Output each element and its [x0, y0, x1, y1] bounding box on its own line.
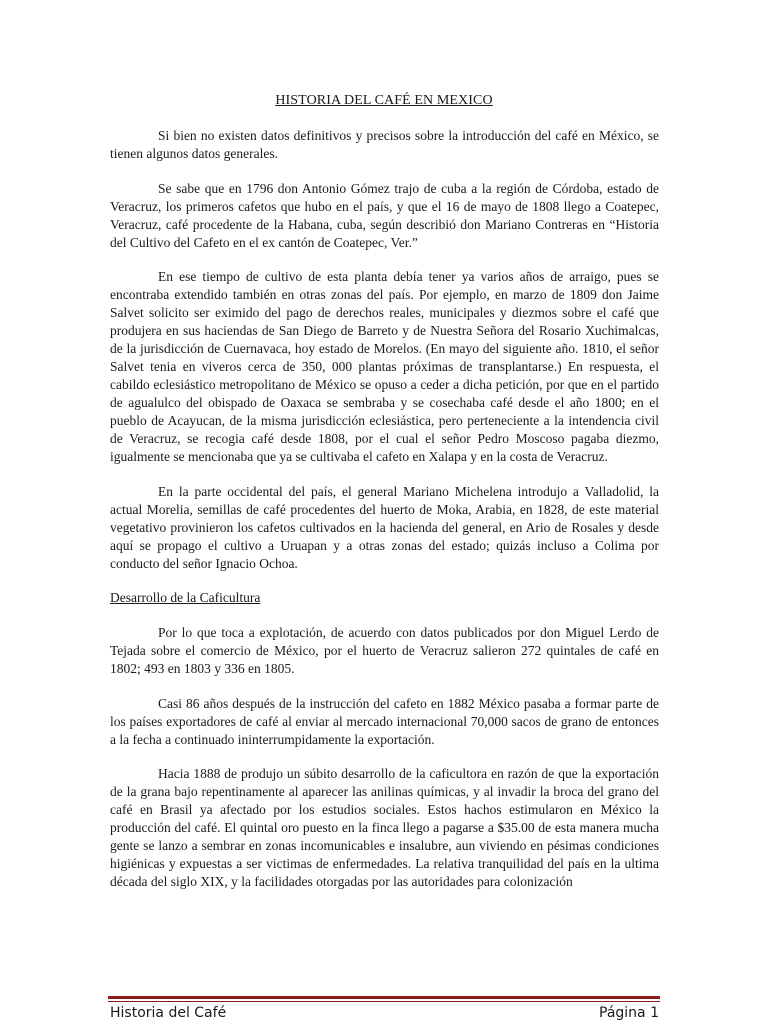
- section-heading: Desarrollo de la Caficultura: [110, 590, 261, 605]
- footer-title: Historia del Café: [110, 1005, 227, 1021]
- document-title: HISTORIA DEL CAFÉ EN MEXICO: [275, 93, 493, 108]
- paragraph: Hacia 1888 de produjo un súbito desarrollo de la caficultora en razón de que la exportación de la grana bajo repentinamente al aparecer las anilinas químicas, y al invadir la broca del grano del café en Brasil ya afectado por los estudios sociales. Estos hachos estimularon en México la producción del café. El quintal oro puesto en la finca llego a pagarse a $35.00 de esta manera mucha gente se lanzo a sembrar en zonas incomunicables e insalubre, aun viviendo en pésimas condiciones higiénicas y expuestas a ser victimas de enfermedades. La relativa tranquilidad del país en la ultima década del siglo XIX, y la facilidades otorgadas por las autoridades para colonización: [110, 766, 659, 889]
- footer-rule-thick: [108, 996, 660, 999]
- paragraph: Se sabe que en 1796 don Antonio Gómez trajo de cuba a la región de Córdoba, estado de Veracruz, los primeros cafetos que hubo en el país, y que el 16 de mayo de 1808 llego a Coatepec, Veracruz, café procedente de la Habana, cuba, según describió don Mariano Contreras en “Historia del Cultivo del Cafeto en el ex cantón de Coatepec, Ver.”: [110, 180, 659, 250]
- paragraph: Casi 86 años después de la instrucción del cafeto en 1882 México pasaba a formar parte de los países exportadores de café al enviar al mercado internacional 70,000 sacos de grano de entonces a la fecha a continuado ininterrumpidamente la exportación.: [110, 695, 659, 747]
- paragraph: Si bien no existen datos definitivos y precisos sobre la introducción del café en México, se tienen algunos datos generales.: [110, 128, 659, 161]
- paragraph: Por lo que toca a explotación, de acuerdo con datos publicados por don Miguel Lerdo de Tejada sobre el comercio de México, por el huerto de Veracruz salieron 272 quintales de café en 1802; 493 en 1803 y 336 en 1805.: [110, 625, 659, 676]
- footer-rule-thin: [108, 1001, 660, 1002]
- document-body: [110, 127, 659, 908]
- paragraph: En ese tiempo de cultivo de esta planta debía tener ya varios años de arraigo, pues se encontraba extendido también en otras zonas del país. Por ejemplo, en marzo de 1809 don Jaime Salvet solicito ser eximido del pago de derechos reales, municipales y diezmos sobre el café que produjera en sus haciendas de San Diego de Barreto y de Nuestra Señora del Rosario Xuchimalcas, de la jurisdicción de Cuernavaca, hoy estado de Morelos. (En mayo del siguiente año. 1810, el señor Salvet tenia en viveros cerca de 350, 000 plantas próximas de transplantarse.) En respuesta, el cabildo eclesiástico metropolitano de México se opuso a ceder a dicha petición, por que en el partido de agualulco del obispado de Oaxaca se sembraba y se cosechaba café desde el año 1800; en el pueblo de Acayucan, de la misma jurisdicción eclesiástica, pero perteneciente a la intendencia civil de Veracruz, se recogia café desde 1808, por el cual el señor Pedro Moscoso pagaba diezmo, igualmente se mencionaba que ya se cultivaba el cafeto en Xalapa y en la costa de Veracruz.: [110, 269, 659, 464]
- paragraph: En la parte occidental del país, el general Mariano Michelena introdujo a Valladolid, la actual Morelia, semillas de café procedentes del huerto de Moka, Arabia, en 1828, de este material vegetativo provinieron los cafetos cultivados en la hacienda del general, en Ario de Rosales y desde aquí se propago el cultivo a Uruapan y a otras zonas del estado; quizás incluso a Colima por conducto del señor Ignacio Ochoa.: [110, 483, 659, 571]
- page-number: Página 1: [599, 1005, 659, 1021]
